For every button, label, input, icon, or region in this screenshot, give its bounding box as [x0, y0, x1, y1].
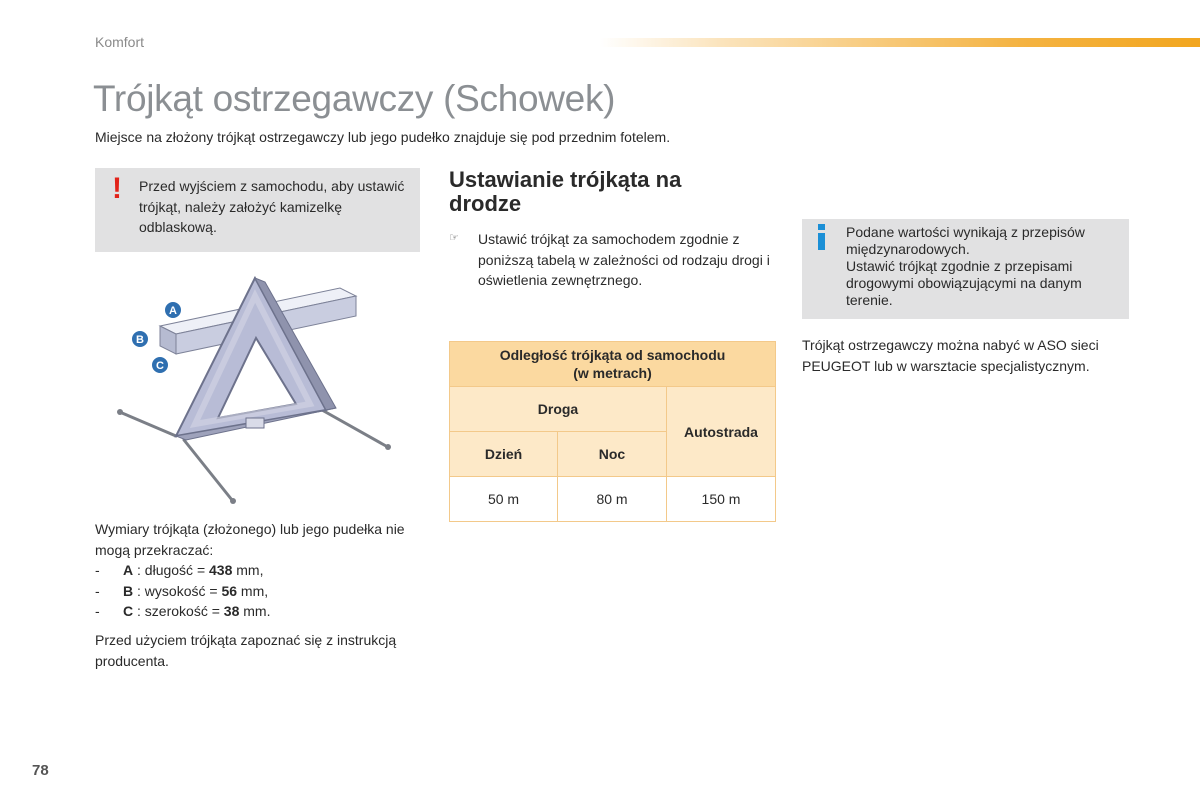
dimensions-intro: Wymiary trójkąta (złożonego) lub jego pudełka nie mogą przekraczać: — [95, 521, 405, 558]
road-heading: Ustawianie trójkąta na drodze — [449, 167, 682, 216]
table-cell-day: 50 m — [450, 477, 558, 522]
table-header-road: Droga — [450, 387, 667, 432]
before-use-note: Przed użyciem trójkąta zapoznać się z instrukcją producenta. — [95, 632, 397, 669]
label-badge-B — [131, 330, 149, 348]
list-item: - C : szerokość = 38 mm. — [95, 603, 271, 619]
label-badge-C — [151, 356, 169, 374]
road-instruction: Ustawić trójkąt za samochodem zgodnie z poniższą tabelą w zależności od rodzaju drogi i oświetlenia zewnętrznego. — [478, 231, 770, 288]
list-item: - A : długość = 438 mm, — [95, 562, 264, 578]
section-label: Komfort — [95, 34, 145, 50]
info-icon — [816, 224, 828, 252]
page-number: 78 — [32, 762, 49, 779]
list-item: - B : wysokość = 56 mm, — [95, 582, 269, 599]
distance-table — [449, 341, 776, 522]
exclamation-icon: ! — [112, 172, 122, 205]
table-row — [450, 477, 776, 522]
warning-triangle-illustration — [100, 268, 420, 518]
label-badge-A — [164, 301, 182, 319]
intro-text: Miejsce na złożony trójkąt ostrzegawczy lub jego pudełko znajduje się pod przednim fotelem. — [95, 129, 671, 145]
warning-text: Przed wyjściem z samochodu, aby ustawić trójkąt, należy założyć kamizelkę odblaskową. — [139, 178, 405, 235]
table-header-day: Dzień — [450, 432, 558, 477]
table-cell-highway: 150 m — [667, 477, 776, 522]
label-B: B — [136, 334, 144, 346]
dimensions-list — [95, 560, 270, 622]
table-header-highway: Autostrada — [667, 387, 776, 477]
info-text: Podane wartości wynikają z przepisów międzynarodowych. Ustawić trójkąt zgodnie z przepisami drogowymi obowiązującymi na danym terenie. — [846, 224, 1085, 308]
table-title: Odległość trójkąta od samochodu (w metrach) — [450, 342, 776, 387]
table-header-night: Noc — [558, 432, 667, 477]
label-C: C — [156, 360, 164, 372]
header-accent-bar — [600, 38, 1200, 47]
purchase-note: Trójkąt ostrzegawczy można nabyć w ASO sieci PEUGEOT lub w warsztacie specjalistycznym. — [802, 337, 1099, 374]
page-title: Trójkąt ostrzegawczy (Schowek) — [93, 78, 616, 119]
table-cell-night: 80 m — [558, 477, 667, 522]
pointing-hand-icon: ☞ — [449, 232, 459, 244]
label-A: A — [169, 305, 177, 317]
